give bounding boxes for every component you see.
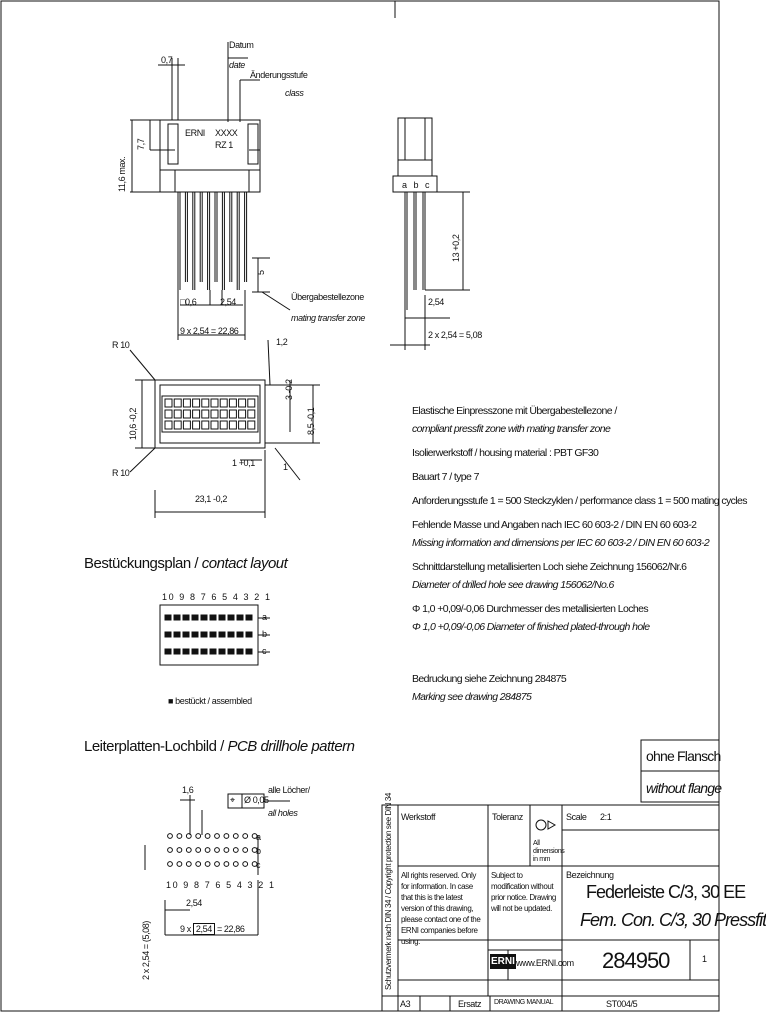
contact-layout-title-sep: / [190,555,202,572]
dims-label: All dimensions in mm [533,840,565,863]
contact-square [237,632,243,637]
pcb-hole [168,862,173,867]
pcb-alle-de: alle Löcher/ [268,785,310,795]
pcb-hole [215,848,220,853]
dim-13: 13 +0,2 [451,234,461,262]
connector-front-view [130,42,290,340]
transfer-de: Übergabestellezone [291,292,364,302]
contact-square [165,615,171,620]
pcb-hole [205,862,210,867]
note-line: Φ 1,0 +0,09/-0,06 Diameter of finished plated-through hole [412,621,650,633]
pcb-dim-9x-res: = 22,86 [216,924,245,934]
pcb-hole [224,834,229,839]
scale-value: 2:1 [600,812,612,822]
note-line: Missing information and dimensions per IEC 60 603-2 / DIN EN 60 603-2 [412,537,710,549]
contact-square [192,649,198,654]
contact-square [228,649,234,654]
bottom-cavity [211,421,218,429]
bottom-cavity [239,421,246,429]
dim-2-54-top: 2,54 [220,297,236,307]
bottom-cavity [165,410,172,418]
pcb-hole [196,848,201,853]
note-line: Anforderungsstufe 1 = 500 Steckzyklen / performance class 1 = 500 mating cycles [412,495,747,507]
pcb-dim-1-6: 1,6 [182,785,194,795]
pcb-dim-2x: 2 x 2,54 = (5,08) [141,921,151,980]
pcb-hole [196,862,201,867]
dim-10-6: 10,6 -0,2 [128,408,138,440]
dim-1-2: 1,2 [276,337,288,347]
contact-row-c: c [262,646,267,656]
pcb-hole [215,834,220,839]
copyright-vertical: Schutzvermerk nach DIN 34 / Copyright protection see DIN 34 [384,793,393,990]
pcb-row-a: a [256,832,261,842]
contact-square [174,649,180,654]
contact-square [210,632,216,637]
note-line: Fehlende Masse und Angaben nach IEC 60 603-2 / DIN EN 60 603-2 [412,519,697,531]
bottom-cavity [193,410,200,418]
contact-layout-cols: 10 9 8 7 6 5 4 3 2 1 [162,592,272,602]
pcb-hole [177,848,182,853]
erni-url: www.ERNI.com [516,958,574,968]
bottom-cavity [183,410,190,418]
toleranz-label: Toleranz [492,812,523,822]
bottom-cavity [248,399,255,407]
bottom-cavity [239,399,246,407]
pcb-row-b: b [256,846,261,856]
pcb-hole [224,862,229,867]
dim-7-7: 7,7 [136,138,146,150]
transfer-en: mating transfer zone [291,313,366,323]
contact-square [246,632,252,637]
contact-square [219,649,225,654]
pcb-hole [177,834,182,839]
bottom-cavity [229,410,236,418]
dim-5: 5 [256,270,266,275]
footer-b: Ersatz [458,999,482,1009]
contact-square [210,615,216,620]
rights-text: All rights reserved. Only for information. In case that this is the latest version of this drawing, please contact one of the ERNI companies before using. [401,871,481,946]
drawing-number: 284950 [602,948,670,973]
dim-8-5: 8,5 -0,1 [306,407,316,435]
contact-layout-title-en: contact layout [201,555,288,572]
contact-square [183,632,189,637]
flansch-de: ohne Flansch [646,748,721,764]
pcb-dim-9x-a: 9 x [180,924,191,934]
dim-0-7: 0,7 [161,55,173,65]
contact-square [219,615,225,620]
footer-d: ST004/5 [606,999,638,1009]
pcb-pattern-title [84,738,355,755]
pcb-hole [233,862,238,867]
pcb-hole [224,848,229,853]
note-line: Diameter of drilled hole see drawing 156062/No.6 [412,579,614,591]
contact-square [246,649,252,654]
pcb-pattern-title-de: Leiterplatten-Lochbild [84,738,217,755]
labels-abc: a b c [402,180,432,190]
contact-square [237,649,243,654]
bottom-cavity [220,410,227,418]
bottom-cavity [202,421,209,429]
contact-row-b: b [262,629,267,639]
bottom-cavity [193,399,200,407]
dim-3: 3 -0,2 [284,379,294,400]
mark-erni: ERNI [185,128,205,138]
pcb-hole [243,862,248,867]
connector-bottom-view [130,340,320,518]
bottom-cavity [165,399,172,407]
pcb-tol-val: Ø 0,05 [244,795,269,805]
dim-0-6: □0,6 [180,297,197,307]
werkstoff-label: Werkstoff [401,812,436,822]
note-line: compliant pressfit zone with mating transfer zone [412,423,611,435]
bottom-cavity [211,410,218,418]
r10-bottom: R 10 [112,468,130,478]
contact-square [192,632,198,637]
contact-layout-title [84,555,287,572]
note-line: Bedruckung siehe Zeichnung 284875 [412,673,567,685]
date-label: date [229,60,245,70]
pcb-hole [186,862,191,867]
contact-row-a: a [262,612,267,622]
mark-rz: RZ 1 [215,140,233,150]
note-line: Marking see drawing 284875 [412,691,532,703]
bottom-cavity [202,410,209,418]
pcb-pattern-title-en: PCB drillhole pattern [227,738,355,755]
contact-square [237,615,243,620]
contact-square [210,649,216,654]
bottom-cavity [229,421,236,429]
contact-square [183,649,189,654]
dim-1b: 1 [283,462,288,472]
contact-layout-grid [160,605,270,665]
bottom-cavity [174,399,181,407]
bottom-cavity [183,399,190,407]
r10-top: R 10 [112,340,130,350]
sheet-number: 1 [702,954,707,964]
pcb-pattern-title-sep: / [216,738,228,755]
contact-square [228,615,234,620]
pcb-hole [233,848,238,853]
note-line: Schnittdarstellung metallisierten Loch siehe Zeichnung 156062/Nr.6 [412,561,687,573]
title-en: Fem. Con. C/3, 30 Pressfit [580,910,766,930]
note-line: Elastische Einpresszone mit Übergabestellezone / [412,405,617,417]
contact-square [165,632,171,637]
dim-23-1: 23,1 -0,2 [195,494,227,504]
note-line: Isolierwerkstoff / housing material : PBT GF30 [412,447,599,459]
contact-square [201,615,207,620]
bottom-cavity [202,399,209,407]
pcb-hole [168,834,173,839]
datum-label: Datum [229,40,254,50]
bottom-cavity [183,421,190,429]
flansch-en: without flange [646,780,722,796]
bottom-cavity [174,410,181,418]
footer-a: A3 [400,999,411,1009]
contact-square [174,615,180,620]
pcb-dim-9x-box: 2,54 [193,923,215,935]
bottom-cavity [193,421,200,429]
bottom-cavity [220,421,227,429]
pcb-hole [205,834,210,839]
contact-square [201,649,207,654]
dim-2-54-side: 2,54 [428,297,444,307]
note-line: Bauart 7 / type 7 [412,471,479,483]
scale-label: Scale [566,812,587,822]
contact-square [183,615,189,620]
aend-label: Änderungsstufe [250,70,308,80]
dim-11-6: 11,6 max. [117,156,127,192]
dim-1: 1 +0,1 [232,458,255,468]
contact-square [246,615,252,620]
bottom-cavity [248,410,255,418]
pcb-hole [233,834,238,839]
contact-square [228,632,234,637]
contact-square [174,632,180,637]
bottom-cavity [220,399,227,407]
bez-label: Bezeichnung [566,870,614,880]
title-de: Federleiste C/3, 30 EE [586,882,746,902]
mark-xxxx: XXXX [215,128,238,138]
class-label: class [285,88,304,98]
dim-2x254: 2 x 2,54 = 5,08 [428,330,482,340]
pcb-cols: 10 9 8 7 6 5 4 3 2 1 [166,880,276,890]
bottom-cavity [174,421,181,429]
note-line: Φ 1,0 +0,09/-0,06 Durchmesser des metallisierten Loches [412,603,648,615]
pcb-hole [243,848,248,853]
footer-c: DRAWING MANUAL [494,999,554,1006]
pcb-hole [177,862,182,867]
pcb-hole [196,834,201,839]
dim-9x254: 9 x 2,54 = 22,86 [180,326,239,336]
contact-legend: ■ bestückt / assembled [168,696,252,706]
pcb-dim-2-54: 2,54 [186,898,202,908]
bottom-cavity [211,399,218,407]
pcb-tol-sym: ⌖ [230,795,235,805]
pcb-hole [205,848,210,853]
bottom-cavity [165,421,172,429]
bottom-cavity [229,399,236,407]
contact-square [165,649,171,654]
contact-square [219,632,225,637]
erni-logo: ERNI [491,956,515,967]
pcb-dim-9x [180,924,244,934]
contact-square [192,615,198,620]
pcb-hole [168,848,173,853]
subject-text: Subject to modification without prior notice. Drawing will not be updated. [491,871,556,913]
contact-layout-title-de: Bestückungsplan [84,555,191,572]
pcb-hole [243,834,248,839]
pcb-alle-en: all holes [268,808,298,818]
contact-square [201,632,207,637]
pcb-hole [186,848,191,853]
pcb-hole [215,862,220,867]
pcb-row-c: c [256,860,261,870]
bottom-cavity [248,421,255,429]
bottom-cavity [239,410,246,418]
